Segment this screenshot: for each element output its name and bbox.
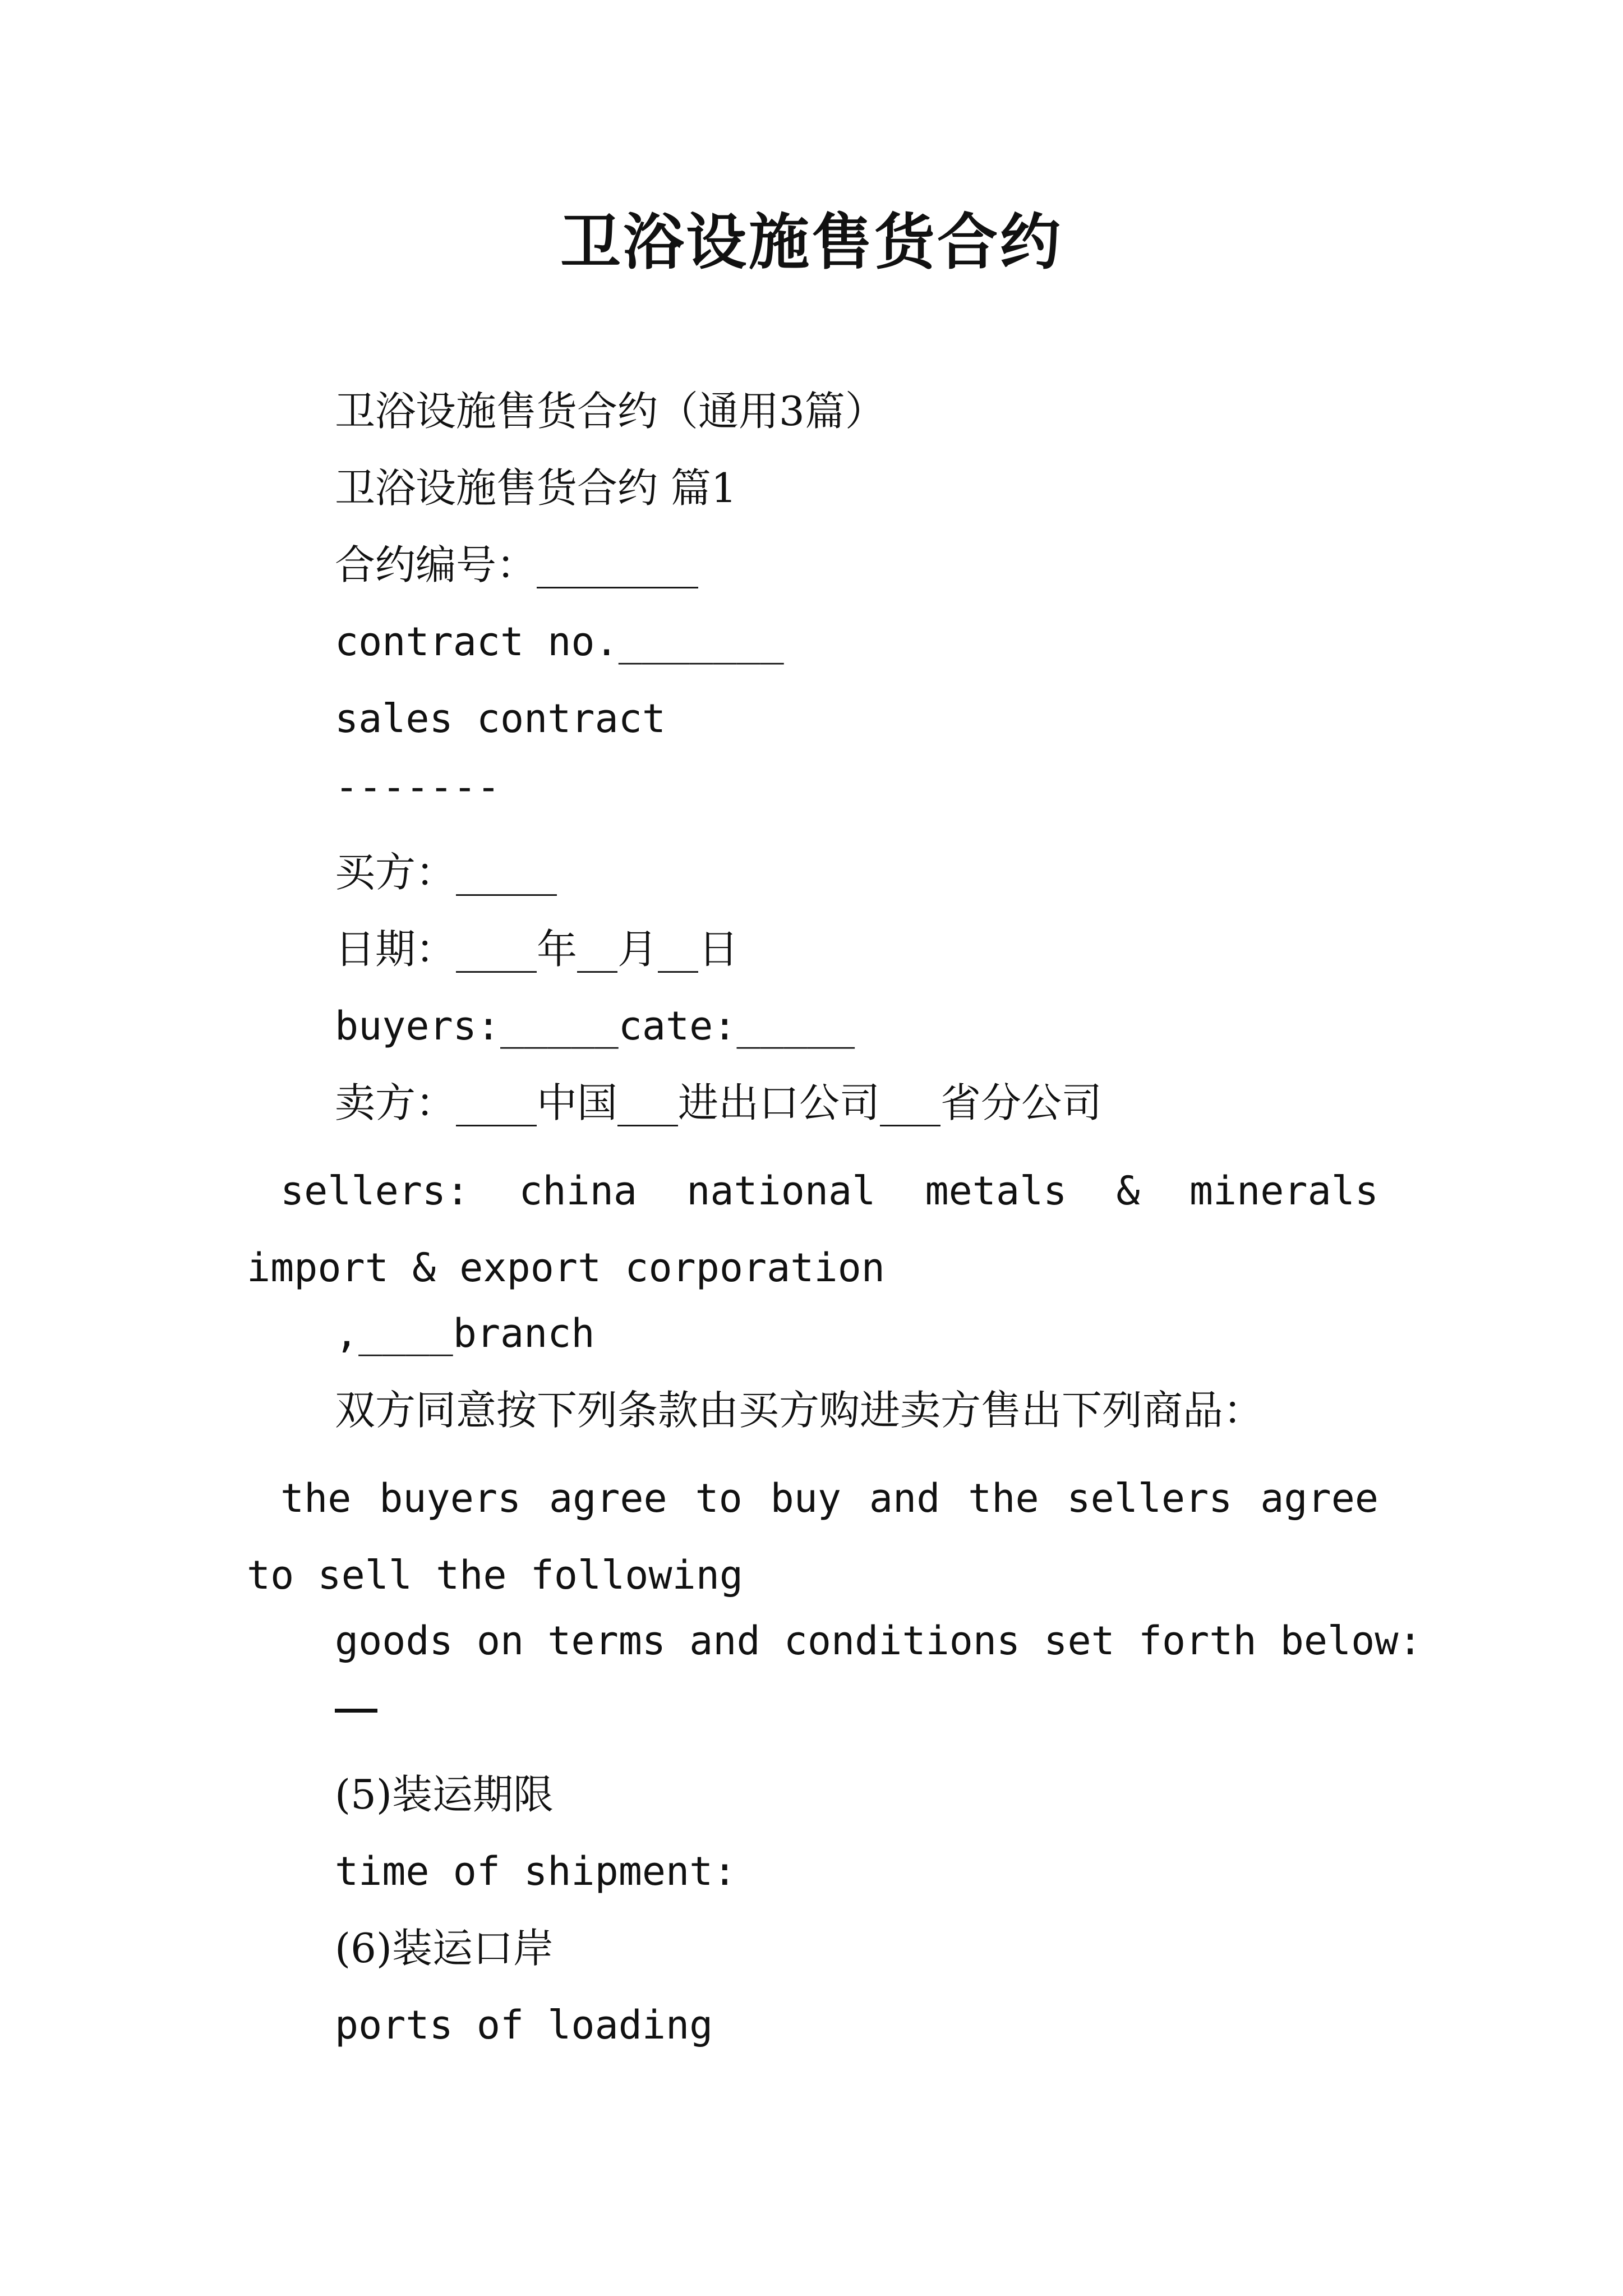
dash-separator: ------- — [335, 764, 501, 810]
sellers-line-1: sellers: china national metals & minerals — [280, 1168, 1378, 1214]
agreement-line-2: to sell the following — [247, 1552, 744, 1598]
branch-line: ,____branch — [335, 1310, 595, 1356]
sellers-line-2: import & export corporation — [247, 1245, 885, 1291]
shipment-time-cn: (5)装运期限 — [335, 1771, 554, 1818]
buyers-date-en: buyers:_____cate:_____ — [335, 1003, 855, 1049]
section-heading: 卫浴设施售货合约 篇1 — [335, 464, 737, 512]
seller-cn: 卖方：____中国___进出口公司___省分公司 — [335, 1079, 1103, 1126]
shipment-time-en: time of shipment: — [335, 1848, 737, 1894]
sellers-paragraph — [247, 1153, 1378, 1306]
contract-number-cn: 合约编号：________ — [335, 541, 699, 588]
loading-port-cn: (6)装运口岸 — [335, 1925, 554, 1972]
agreement-paragraph-en — [247, 1460, 1378, 1614]
sales-contract-label: sales contract — [335, 696, 666, 742]
agreement-cn: 双方同意按下列条款由买方购进卖方售出下列商品： — [335, 1387, 1264, 1434]
contract-number-en: contract no._______ — [335, 619, 784, 665]
buyer-cn: 买方：_____ — [335, 849, 557, 896]
document-title: 卫浴设施售货合约 — [560, 207, 1063, 278]
agreement-line-1: the buyers agree to buy and the sellers agree — [280, 1475, 1378, 1521]
loading-port-en: ports of loading — [335, 2002, 713, 2048]
date-cn: 日期：____年__月__日 — [335, 926, 739, 973]
terms-line: goods on terms and conditions set forth below: — [335, 1618, 1422, 1664]
subtitle-general: 卫浴设施售货合约（通用3篇） — [335, 388, 886, 435]
separator-bar — [335, 1709, 377, 1713]
